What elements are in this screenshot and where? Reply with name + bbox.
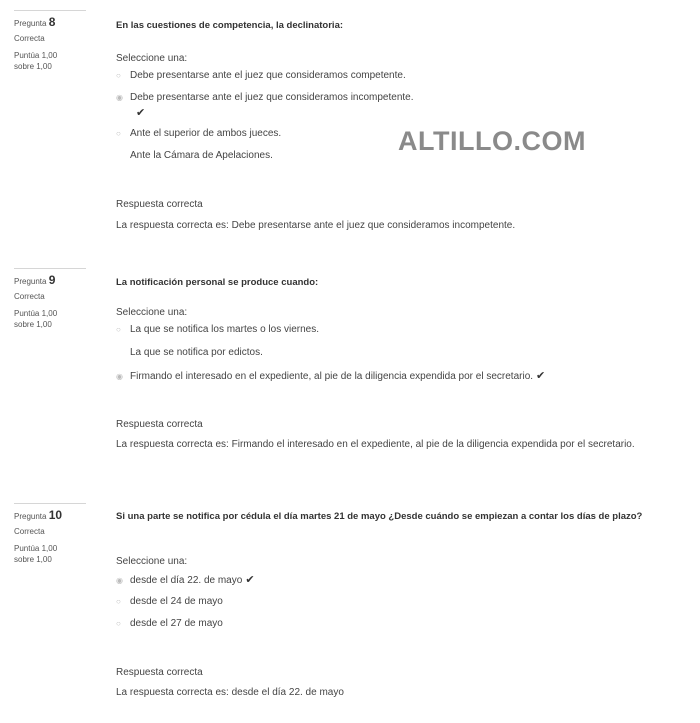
question-grade: Puntúa 1,00 sobre 1,00 — [14, 544, 58, 564]
question-status: Correcta — [14, 34, 45, 43]
answer-option-selected[interactable]: ◉ desde el día 22. de mayo ✔ — [116, 574, 255, 586]
question-info — [14, 10, 86, 72]
answer-option[interactable]: ○ desde el 27 de mayo — [116, 618, 223, 629]
feedback-title: Respuesta correcta — [116, 419, 203, 430]
radio-icon[interactable]: ○ — [116, 597, 121, 606]
question-number: Pregunta 8 — [14, 15, 56, 29]
radio-selected-icon[interactable]: ◉ — [116, 576, 123, 585]
question-text: La notificación personal se produce cuando: — [116, 277, 319, 288]
question-number: Pregunta 10 — [14, 508, 63, 522]
watermark: ALTILLO.COM — [398, 126, 586, 156]
question-info — [14, 503, 86, 565]
radio-icon[interactable]: ○ — [116, 619, 121, 628]
feedback-title: Respuesta correcta — [116, 667, 203, 678]
select-prompt: Seleccione una: — [116, 307, 188, 318]
radio-icon[interactable]: ○ — [116, 71, 121, 80]
answer-option-selected[interactable]: ◉ Firmando el interesado en el expediente, al pie de la diligencia expendida por el secretario. ✔ — [116, 370, 546, 382]
feedback-title: Respuesta correcta — [116, 199, 203, 210]
question-grade: Puntúa 1,00 sobre 1,00 — [14, 51, 58, 71]
answer-option[interactable]: Ante la Cámara de Apelaciones. — [130, 150, 273, 161]
question-text: Si una parte se notifica por cédula el día martes 21 de mayo ¿Desde cuándo se empiezan a contar los días de plazo? — [116, 511, 643, 522]
select-prompt: Seleccione una: — [116, 53, 188, 64]
question-status: Correcta — [14, 292, 45, 301]
answer-option[interactable]: ○ Debe presentarse ante el juez que consideramos competente. — [116, 70, 406, 81]
feedback-text: La respuesta correcta es: desde el día 22. de mayo — [116, 687, 344, 698]
select-prompt: Seleccione una: — [116, 556, 188, 567]
radio-selected-icon[interactable]: ◉ — [116, 93, 123, 102]
radio-icon[interactable]: ○ — [116, 325, 121, 334]
answer-option[interactable]: ○ desde el 24 de mayo — [116, 596, 223, 607]
feedback-text: La respuesta correcta es: Debe presentarse ante el juez que consideramos incompetente. — [116, 220, 516, 231]
question-status: Correcta — [14, 527, 45, 536]
question-info — [14, 268, 86, 330]
feedback-text: La respuesta correcta es: Firmando el interesado en el expediente, al pie de la diligencia expendida por el secretario. — [116, 439, 635, 450]
question-number: Pregunta 9 — [14, 273, 56, 287]
question-grade: Puntúa 1,00 sobre 1,00 — [14, 309, 58, 329]
answer-option[interactable]: ○ Ante el superior de ambos jueces. — [116, 128, 282, 139]
answer-option[interactable]: La que se notifica por edictos. — [130, 347, 263, 358]
answer-option[interactable]: ○ La que se notifica los martes o los viernes. — [116, 324, 319, 335]
checkmark-icon: ✔ — [136, 107, 146, 119]
question-text: En las cuestiones de competencia, la declinatoria: — [116, 20, 344, 31]
radio-selected-icon[interactable]: ◉ — [116, 372, 123, 381]
radio-icon[interactable]: ○ — [116, 129, 121, 138]
checkmark-icon: ✔ — [536, 370, 546, 382]
answer-option-selected[interactable]: ◉ Debe presentarse ante el juez que consideramos incompetente. — [116, 92, 414, 103]
checkmark-icon: ✔ — [245, 574, 255, 586]
